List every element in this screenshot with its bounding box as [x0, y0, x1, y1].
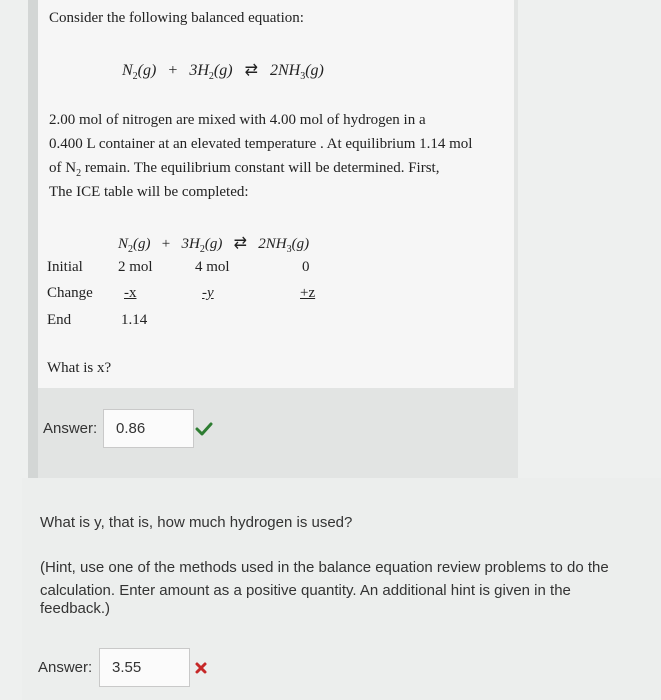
question-1-prompt: What is x?: [47, 360, 112, 376]
hint-line-1: (Hint, use one of the methods used in the balance equation review problems to do the: [40, 559, 609, 576]
hint-line-3: feedback.): [40, 600, 111, 617]
paragraph-line-2: 0.400 L container at an elevated temperature . At equilibrium 1.14 mol: [49, 136, 473, 152]
cross-icon: [194, 661, 208, 675]
hint-line-2: calculation. Enter amount as a positive quantity. An additional hint is given in the: [40, 582, 571, 599]
ice-change-n2: -x: [124, 285, 137, 301]
paragraph-line-3: of $N_2$ remain. The equilibrium constant will be determined. First,: [49, 160, 440, 179]
ice-change-nh3: +z: [300, 285, 316, 301]
ice-end-n2: 1.14: [121, 312, 148, 328]
check-icon: [195, 422, 213, 436]
ice-initial-n2: 2 mol: [118, 259, 153, 275]
answer-1-label: Answer:: [43, 420, 98, 437]
answer-2-value: 3.55: [112, 659, 142, 676]
ice-row-label-initial: Initial: [47, 259, 83, 275]
question-1-text: [38, 0, 514, 388]
paragraph-line-1: 2.00 mol of nitrogen are mixed with 4.00 mol of hydrogen in a: [49, 112, 426, 128]
answer-1-value: 0.86: [116, 420, 146, 437]
answer-1-input[interactable]: [103, 409, 194, 448]
ice-initial-nh3: 0: [302, 259, 310, 275]
question-2-panel: [22, 478, 661, 700]
balanced-equation: $N_2(g)$ + $3H_2(g)$ ⇄ $2NH_3(g)$: [122, 62, 324, 83]
ice-row-label-end: End: [47, 312, 72, 328]
answer-2-label: Answer:: [38, 659, 93, 676]
intro-text: Consider the following balanced equation:: [49, 10, 304, 26]
paragraph-line-4: The ICE table will be completed:: [49, 184, 249, 200]
ice-row-label-change: Change: [47, 285, 93, 301]
question-2-prompt: What is y, that is, how much hydrogen is used?: [40, 514, 353, 531]
ice-change-h2: -y: [202, 285, 214, 301]
ice-initial-h2: 4 mol: [195, 259, 230, 275]
answer-2-input[interactable]: [99, 648, 190, 687]
question-1-strip: [28, 0, 38, 478]
ice-equation-header: $N_2(g)$ + $3H_2(g)$ ⇄ $2NH_3(g)$: [118, 235, 310, 255]
